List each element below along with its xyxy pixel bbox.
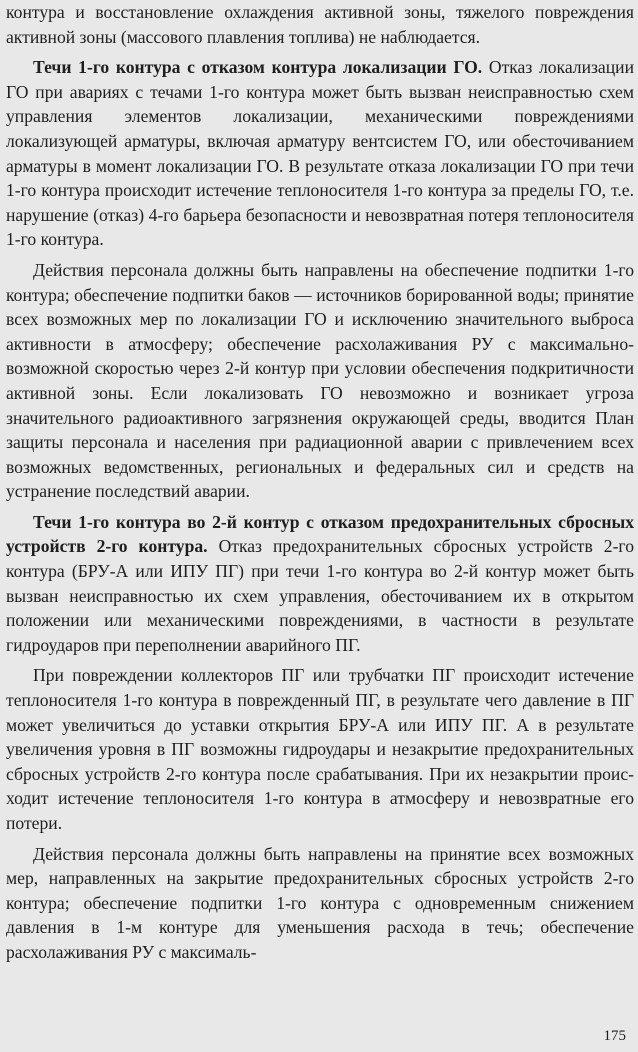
page-body xyxy=(6,0,634,971)
paragraph-operator-actions-containment xyxy=(6,258,634,504)
paragraph-primary-leak-containment-failure xyxy=(6,55,634,252)
paragraph-operator-actions-relief-devices xyxy=(6,842,634,965)
paragraph-text: Действия персонала должны быть направлены на обеспечение подпитки 1-го контура; обеспечение подпитки баков — источников борированной воды; принятие всех возможных мер по локализации ГО и исключению значительного выброса активности в атмосферу; обеспечение расхолаживания РУ с максимально-возможной скоростью через 2-й контур при условии обеспечения подкритичности активной зоны. Если локализовать ГО невозможно и возникает угроза значительного радиоактивного загрязнения окружающей среды, вводится План защиты персонала и населения при радиационной аварии с привлечением всех возможных ведомственных, региональных и федеральных сил и средств на устранение последствий аварии. xyxy=(6,259,634,502)
paragraph-text: Действия персонала должны быть направлены на принятие всех возможных мер, направленных на закрытие предохранительных сбросных устройств 2-го контура; обеспечение подпитки 1-го контура с одновременным снижением давления в 1-м контуре для уменьшения расхода в течь; обеспечение расхолаживания РУ с максималь- xyxy=(6,843,634,962)
page-number: 175 xyxy=(603,1028,626,1044)
section-heading: Течи 1-го контура с отказом контура локализации ГО. xyxy=(33,57,483,78)
paragraph-text: Отказ предохранительных сбросных устройств 2-го контура (БРУ-А или ИПУ ПГ) при течи 1-го контура во 2-й контур может быть вызван неисправностью их схем управления, обесточиванием их в открытом положении или механическими повреждениями, в частности в результате гидроударов при переполнении аварийного ПГ. xyxy=(6,536,635,655)
paragraph-text: При повреждении коллекторов ПГ или трубчатки ПГ происходит истечение теплоносителя 1-го контура в поврежденный ПГ, в результате чего давление в ПГ может увеличиться до уставки открытия БРУ-А или ИПУ ПГ. А в результате увеличения уровня в ПГ возможны гидроудары и незакрытие предохранительных сбросных устройств 2-го контура после срабатывания. При их незакрытии происходит истечение теплоносителя 1-го контура в атмосферу и невозвратные его потери. xyxy=(6,665,634,833)
section-heading: Течи 1-го контура во 2-й контур с отказом предохранительных сбросных устройств 2-го контура. xyxy=(6,511,634,557)
paragraph-primary-to-secondary-leak xyxy=(6,510,634,658)
paragraph-text: Отказ локализации ГО при авариях с течами 1-го контура может быть вызван неисправностью схем управления элементов локализации, механическими повреждениями локализующей арматуры, включая арматуру вентсистем ГО, или обесточиванием арматуры в момент локализации ГО. В результате отказа локализации ГО при течи 1-го контура происходит истечение теплоносителя 1-го контура за пределы ГО, т.е. нарушение (отказ) 4-го барьера безопасности и невозвратная потеря теплоносителя 1-го контура. xyxy=(6,57,634,250)
paragraph-continuation xyxy=(6,0,634,49)
paragraph-steam-generator-damage xyxy=(6,663,634,835)
paragraph-text: контура и восстановление охлаждения активной зоны, тяжелого повреждения активной зоны (массового плавления топлива) не наблюдается. xyxy=(6,2,634,47)
